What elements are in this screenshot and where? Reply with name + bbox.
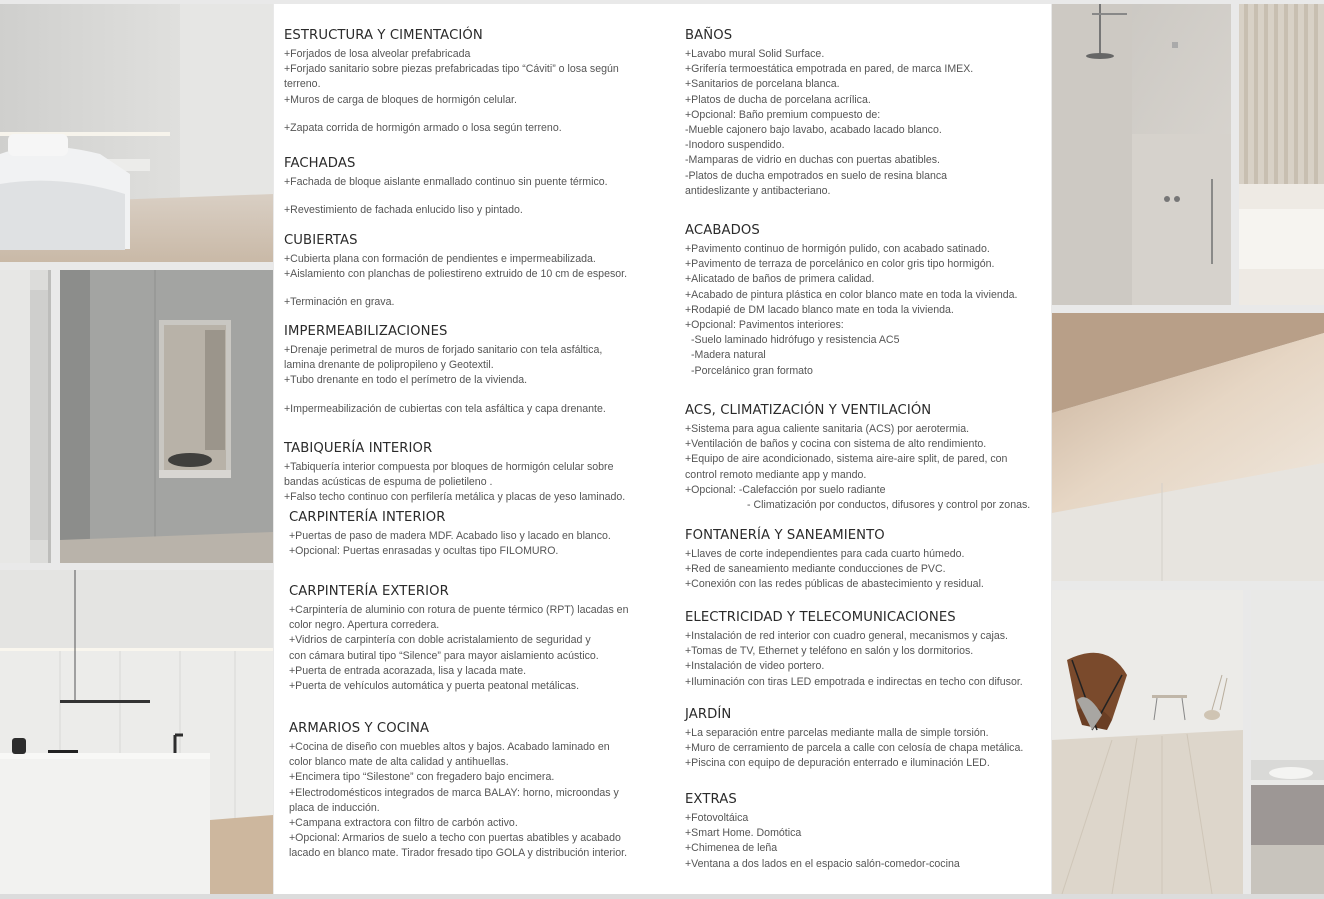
section-impermeabilizaciones [284, 324, 606, 417]
bedroom-photo [0, 4, 273, 262]
spec-line: +Llaves de corte independientes para cada cuarto húmedo. [685, 548, 965, 560]
spec-line: +Impermeabilización de cubiertas con tela asfáltica y capa drenante. [284, 402, 606, 415]
spec-line: +Zapata corrida de hormigón armado o losa según terreno. [284, 121, 562, 134]
bedroom-corner-photo [1251, 590, 1324, 894]
spec-line: +Campana extractora con filtro de carbón activo. [289, 817, 518, 830]
section-title: BAÑOS [685, 28, 733, 43]
section-extras [685, 792, 960, 872]
spec-line: +Conexión con las redes públicas de abastecimiento y residual. [685, 578, 984, 591]
spec-line: +Platos de ducha de porcelana acrílica. [685, 93, 871, 106]
spec-line: +Instalación de video portero. [685, 660, 825, 673]
section-fontaneria-y-saneamiento [685, 528, 984, 593]
section-title: TABIQUERÍA INTERIOR [284, 441, 433, 456]
spec-line: -Platos de ducha empotrados en suelo de resina blanca [685, 169, 948, 182]
spec-line: +Tomas de TV, Ethernet y teléfono en salón y los dormitorios. [685, 645, 974, 658]
spec-line: +Alicatado de baños de primera calidad. [685, 273, 875, 286]
spec-line: +Vidrios de carpintería con doble acristalamiento de seguridad y [289, 634, 591, 647]
spec-line: +Carpintería de aluminio con rotura de puente térmico (RPT) lacadas en [289, 604, 629, 616]
specifications-panel [274, 4, 1051, 894]
spec-line: +Sanitarios de porcelana blanca. [685, 78, 840, 91]
section-tabiqueria-interior [284, 441, 625, 506]
spec-line: -Mueble cajonero bajo lavabo, acabado lacado blanco. [685, 124, 942, 137]
spec-line: con cámara butiral tipo “Silence” para mayor aislamiento acústico. [289, 649, 599, 662]
spec-line: +Falso techo continuo con perfilería metálica y placas de yeso laminado. [284, 491, 626, 504]
ceiling-light-photo [1052, 313, 1324, 581]
spec-line: terreno. [284, 78, 321, 91]
section-title: ELECTRICIDAD Y TELECOMUNICACIONES [685, 610, 956, 625]
spec-line: +Revestimiento de fachada enlucido liso y pintado. [284, 204, 523, 217]
section-title: CUBIERTAS [284, 233, 358, 248]
spec-line: -Inodoro suspendido. [685, 139, 785, 152]
spec-line: +Muro de cerramiento de parcela a calle con celosía de chapa metálica. [685, 742, 1024, 755]
spec-line: -Mamparas de vidrio en duchas con puertas abatibles. [685, 154, 940, 167]
spec-line: +La separación entre parcelas mediante malla de simple torsión. [685, 727, 989, 739]
spec-line: +Opcional: -Calefacción por suelo radiante [685, 483, 886, 496]
spec-line: bandas acústicas de espuma de polietileno . [284, 476, 493, 489]
section-title: CARPINTERÍA EXTERIOR [289, 584, 449, 599]
spec-line: +Opcional: Puertas enrasadas y ocultas tipo FILOMURO. [289, 545, 559, 558]
section-title: EXTRAS [685, 792, 737, 807]
spec-line: +Opcional: Baño premium compuesto de: [685, 108, 881, 121]
spec-line: +Terminación en grava. [284, 296, 395, 309]
section-title: ACS, CLIMATIZACIÓN Y VENTILACIÓN [685, 403, 932, 418]
section-acabados [685, 223, 1017, 379]
bathroom-panel-photo [1239, 4, 1324, 305]
spec-line: +Fachada de bloque aislante enmallado continuo sin puente térmico. [284, 176, 608, 188]
spec-line: +Pavimento continuo de hormigón pulido, con acabado satinado. [685, 243, 990, 255]
spec-line: +Instalación de red interior con cuadro general, mecanismos y cajas. [685, 630, 1008, 642]
spec-line: +Fotovoltáica [685, 812, 749, 824]
section-title: FONTANERÍA Y SANEAMIENTO [685, 528, 885, 543]
kitchen-photo [0, 570, 273, 894]
spec-line: +Chimenea de leña [685, 842, 778, 855]
section-title: ARMARIOS Y COCINA [289, 721, 430, 736]
spec-line: +Tabiquería interior compuesta por bloques de hormigón celular sobre [284, 461, 614, 473]
spec-line: placa de inducción. [289, 801, 380, 814]
spec-line: +Ventilación de baños y cocina con sistema de alto rendimiento. [685, 438, 987, 451]
spec-line: +Aislamiento con planchas de poliestireno extruido de 10 cm de espesor. [284, 268, 628, 281]
spec-line: lacado en blanco mate. Tirador fresado tipo GOLA y distribución interior. [289, 847, 628, 860]
section-acs-climatizacion-y-ventilacion [685, 403, 1030, 513]
section-title: ESTRUCTURA Y CIMENTACIÓN [284, 28, 483, 43]
spec-line: +Smart Home. Domótica [685, 827, 802, 840]
spec-line: +Iluminación con tiras LED empotrada e indirectas en techo con difusor. [685, 675, 1023, 688]
hallway-wall-photo [0, 270, 51, 563]
spec-line: control remoto mediante app y mando. [685, 468, 867, 481]
spec-line: +Forjado sanitario sobre piezas prefabricadas tipo “Cáviti” o losa según [284, 63, 619, 76]
spec-line: +Red de saneamiento mediante conducciones de PVC. [685, 563, 946, 576]
section-title: IMPERMEABILIZACIONES [284, 324, 448, 339]
section-estructura-y-cimentacion [284, 28, 619, 136]
wardrobe-niche-photo [60, 270, 273, 563]
section-carpinteria-exterior [289, 584, 628, 694]
shower-photo [1052, 4, 1231, 305]
section-banos [685, 28, 973, 199]
spec-line: color blanco mate de alta calidad y antihuellas. [289, 756, 509, 769]
spec-line: +Piscina con equipo de depuración enterrado e iluminación LED. [685, 757, 990, 770]
section-carpinteria-interior [289, 510, 611, 559]
spec-line: +Equipo de aire acondicionado, sistema aire-aire split, de pared, con [685, 453, 1008, 466]
spec-line: -Suelo laminado hidrófugo y resistencia AC5 [691, 334, 900, 347]
spec-line: -Porcelánico gran formato [691, 364, 813, 377]
spec-line: lamina drenante de polipropileno y Geotextil. [284, 359, 494, 372]
section-electricidad-y-telecomunicaciones [685, 610, 1023, 690]
spec-line: +Pavimento de terraza de porcelánico en color gris tipo hormigón. [685, 258, 995, 271]
spec-line: +Acabado de pintura plástica en color blanco mate en toda la vivienda. [685, 288, 1018, 301]
spec-line: antideslizante y antibacteriano. [685, 184, 831, 197]
spec-line: +Tubo drenante en todo el perímetro de la vivienda. [284, 374, 528, 387]
section-title: FACHADAS [284, 156, 356, 171]
spec-line: +Electrodomésticos integrados de marca BALAY: horno, microondas y [289, 786, 619, 799]
spec-line: +Grifería termoestática empotrada en pared, de marca IMEX. [685, 63, 974, 76]
section-armarios-y-cocina [289, 721, 627, 862]
section-cubiertas [284, 233, 627, 311]
spec-line: +Puertas de paso de madera MDF. Acabado liso y lacado en blanco. [289, 530, 611, 542]
spec-line: +Rodapié de DM lacado blanco mate en toda la vivienda. [685, 303, 954, 316]
spec-line: +Opcional: Pavimentos interiores: [685, 319, 844, 332]
spec-line: +Puerta de vehículos automática y puerta peatonal metálicas. [289, 680, 580, 693]
spec-line: - Climatización por conductos, difusores y control por zonas. [747, 499, 1031, 512]
spec-line: -Madera natural [691, 349, 766, 362]
leather-chair-photo [1052, 590, 1243, 894]
spec-line: +Sistema para agua caliente sanitaria (ACS) por aerotermia. [685, 423, 970, 435]
spec-line: +Encimera tipo “Silestone” con fregadero bajo encimera. [289, 771, 555, 784]
spec-line: +Opcional: Armarios de suelo a techo con puertas abatibles y acabado [289, 832, 621, 845]
spec-line: color negro. Apertura corredera. [289, 619, 440, 632]
spec-line: +Puerta de entrada acorazada, lisa y lacada mate. [289, 664, 527, 677]
section-title: ACABADOS [685, 223, 760, 238]
spec-line: +Forjados de losa alveolar prefabricada [284, 48, 471, 60]
section-jardin [685, 707, 1023, 772]
spec-line: +Muros de carga de bloques de hormigón celular. [284, 93, 517, 106]
section-fachadas [284, 156, 608, 218]
bottom-strip [0, 894, 1324, 899]
spec-line: +Lavabo mural Solid Surface. [685, 48, 825, 60]
spec-line: +Ventana a dos lados en el espacio salón-comedor-cocina [685, 857, 960, 870]
spec-line: +Drenaje perimetral de muros de forjado sanitario con tela asfáltica, [284, 344, 603, 356]
section-title: CARPINTERÍA INTERIOR [289, 510, 446, 525]
spec-line: +Cubierta plana con formación de pendientes e impermeabilizada. [284, 253, 596, 265]
spec-line: +Cocina de diseño con muebles altos y bajos. Acabado laminado en [289, 741, 610, 753]
section-title: JARDÍN [685, 707, 732, 722]
